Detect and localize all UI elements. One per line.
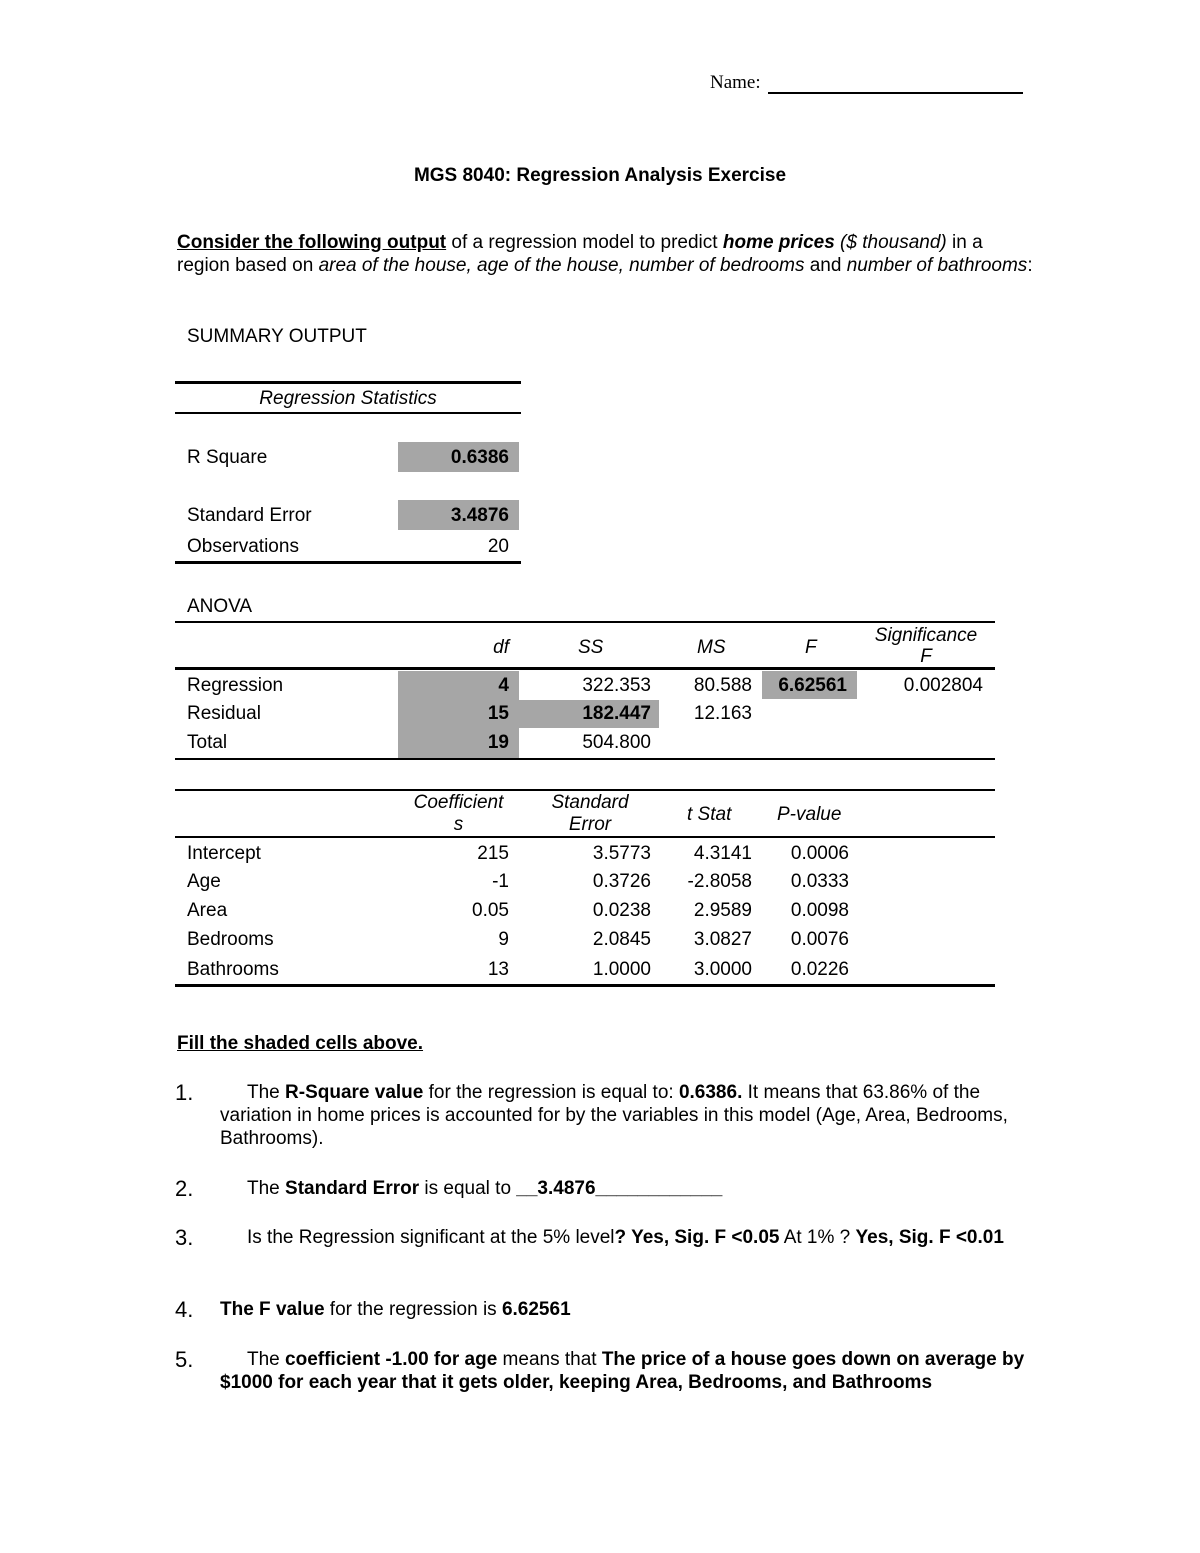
intro-variables-2: number of bathrooms xyxy=(846,255,1028,276)
stats-header: Regression Statistics xyxy=(259,388,437,409)
coef-top-rule xyxy=(175,789,995,791)
anova-header-significance-f: F xyxy=(920,646,932,667)
question-3-text xyxy=(220,1226,1040,1249)
anova-row-residual-ss: 182.447 xyxy=(582,703,651,724)
coef-row-pvalue: 0.0076 xyxy=(790,929,849,950)
coef-row-pvalue: 0.0333 xyxy=(790,871,849,892)
anova-row-residual-ms: 12.163 xyxy=(693,703,752,724)
stats-value-standard-error-text: 3.4876 xyxy=(450,505,509,526)
q2-part-b: Standard Error xyxy=(285,1178,420,1199)
name-field-line[interactable] xyxy=(768,92,1023,94)
q1-part-e: It means that 63.86% of the variation in home prices is accounted for by the variables in this model (Age, Area, Bedrooms, Bathrooms). xyxy=(220,1082,1008,1149)
anova-row-regression-sig: 0.002804 xyxy=(903,675,983,696)
anova-title: ANOVA xyxy=(187,596,253,617)
anova-header-ss: SS xyxy=(578,637,604,658)
stats-value-observations: 20 xyxy=(487,536,509,557)
stats-bottom-rule xyxy=(175,561,521,564)
coef-row-coefficient: 215 xyxy=(477,843,509,864)
stats-header-rule xyxy=(175,412,521,414)
question-1-text xyxy=(220,1081,1040,1150)
coef-row-tstat: 2.9589 xyxy=(693,900,752,921)
coef-header-tstat: t Stat xyxy=(687,804,732,825)
q5-part-c: means that xyxy=(497,1349,602,1370)
coef-row-tstat: -2.8058 xyxy=(687,871,752,892)
question-2-text xyxy=(220,1177,1040,1200)
coef-row-coefficient: 9 xyxy=(498,929,509,950)
question-1-number: 1. xyxy=(175,1080,194,1105)
intro-paragraph xyxy=(177,231,1037,277)
coef-row-pvalue: 0.0226 xyxy=(790,959,849,980)
coef-row-tstat: 3.0827 xyxy=(693,929,752,950)
q3-answer-5pct: ? Yes, Sig. F <0.05 xyxy=(614,1227,780,1248)
anova-row-regression-ms: 80.588 xyxy=(693,675,752,696)
coef-row-label: Age xyxy=(187,871,221,892)
coef-row-tstat: 3.0000 xyxy=(693,959,752,980)
intro-variables-1: area of the house, age of the house, number of bedrooms xyxy=(318,255,805,276)
q3-answer-1pct: Yes, Sig. F <0.01 xyxy=(855,1227,1004,1248)
fill-instruction: Fill the shaded cells above. xyxy=(177,1033,424,1054)
intro-lead: Consider the following output xyxy=(177,232,447,253)
stats-label-standard-error: Standard Error xyxy=(187,505,312,526)
coef-header-coefficient-s: s xyxy=(453,814,464,835)
coef-row-standard-error: 3.5773 xyxy=(592,843,651,864)
coef-header-coefficient: Coefficient xyxy=(413,792,504,813)
anova-row-total-df: 19 xyxy=(487,732,509,753)
coef-header-rule xyxy=(175,836,995,838)
anova-top-rule xyxy=(175,621,995,623)
stats-label-observations: Observations xyxy=(187,536,299,557)
coef-row-standard-error: 0.3726 xyxy=(592,871,651,892)
name-label: Name: xyxy=(710,72,761,93)
summary-output-label: SUMMARY OUTPUT xyxy=(187,326,367,347)
q1-part-b: R-Square value xyxy=(285,1082,424,1103)
q1-part-c: for the regression is equal to: xyxy=(423,1082,679,1103)
coef-row-label: Intercept xyxy=(187,843,261,864)
stats-top-rule xyxy=(175,381,521,384)
anova-row-regression-label: Regression xyxy=(187,675,284,696)
coef-bottom-rule xyxy=(175,984,995,987)
stats-label-r-square: R Square xyxy=(187,447,268,468)
q1-part-a: The xyxy=(247,1082,286,1103)
q2-part-c: is equal to xyxy=(419,1178,517,1199)
coef-row-coefficient: 13 xyxy=(487,959,509,980)
coef-row-standard-error: 2.0845 xyxy=(592,929,651,950)
coef-row-coefficient: 0.05 xyxy=(472,900,509,921)
anova-header-ms: MS xyxy=(697,637,726,658)
anova-header-significance: Significance xyxy=(874,625,978,646)
coef-row-tstat: 4.3141 xyxy=(693,843,752,864)
q3-part-c: At 1% ? xyxy=(779,1227,856,1248)
coef-header-standard: Standard xyxy=(551,792,629,813)
anova-header-df: df xyxy=(493,637,509,658)
coef-row-pvalue: 0.0098 xyxy=(790,900,849,921)
intro-text-1: of a regression model to predict xyxy=(446,232,723,253)
intro-text-3: and xyxy=(804,255,847,276)
question-5-text xyxy=(220,1348,1050,1394)
stats-value-r-square-text: 0.6386 xyxy=(450,447,509,468)
intro-home-prices: home prices xyxy=(722,232,835,253)
q4-answer: 6.62561 xyxy=(501,1299,571,1320)
anova-row-regression-f: 6.62561 xyxy=(778,675,847,696)
coef-row-label: Bedrooms xyxy=(187,929,274,950)
coef-row-label: Bathrooms xyxy=(187,959,279,980)
anova-row-residual-df: 15 xyxy=(487,703,509,724)
q2-part-a: The xyxy=(247,1178,286,1199)
anova-header-f: F xyxy=(805,637,817,658)
coef-row-label: Area xyxy=(187,900,228,921)
question-2-number: 2. xyxy=(175,1176,194,1201)
intro-unit: ($ thousand) xyxy=(834,232,947,253)
anova-row-residual-label: Residual xyxy=(187,703,261,724)
intro-text-4: : xyxy=(1027,255,1033,276)
coef-row-pvalue: 0.0006 xyxy=(790,843,849,864)
question-4-number: 4. xyxy=(175,1297,194,1322)
coef-header-pvalue: P-value xyxy=(777,804,842,825)
coef-row-coefficient: -1 xyxy=(492,871,509,892)
coef-row-standard-error: 0.0238 xyxy=(592,900,651,921)
anova-row-regression-ss: 322.353 xyxy=(582,675,651,696)
coef-row-standard-error: 1.0000 xyxy=(592,959,651,980)
page-title: MGS 8040: Regression Analysis Exercise xyxy=(413,165,787,186)
anova-row-regression-df: 4 xyxy=(498,675,509,696)
q4-part-b: for the regression is xyxy=(324,1299,502,1320)
question-5-number: 5. xyxy=(175,1347,194,1372)
q1-answer: 0.6386. xyxy=(678,1082,743,1103)
anova-row-total-label: Total xyxy=(187,732,228,753)
question-4-text xyxy=(220,1298,1040,1321)
anova-header-rule xyxy=(175,667,995,670)
q5-answer: The price of a house goes down on average by $1000 for each year that it gets older, keeping Area, Bedrooms, and Bathrooms xyxy=(220,1349,1025,1393)
anova-bottom-rule xyxy=(175,758,995,760)
q4-part-a: The F value xyxy=(220,1299,325,1320)
q5-part-b: coefficient -1.00 for age xyxy=(285,1349,498,1370)
q2-answer[interactable]: __3.4876____________ xyxy=(516,1178,723,1199)
intro-text-2: in a region based on xyxy=(177,232,983,276)
question-3-number: 3. xyxy=(175,1225,194,1250)
coef-header-error: Error xyxy=(568,814,612,835)
q3-part-a: Is the Regression significant at the 5% level xyxy=(247,1227,615,1248)
q5-part-a: The xyxy=(247,1349,286,1370)
anova-row-total-ss: 504.800 xyxy=(582,732,651,753)
